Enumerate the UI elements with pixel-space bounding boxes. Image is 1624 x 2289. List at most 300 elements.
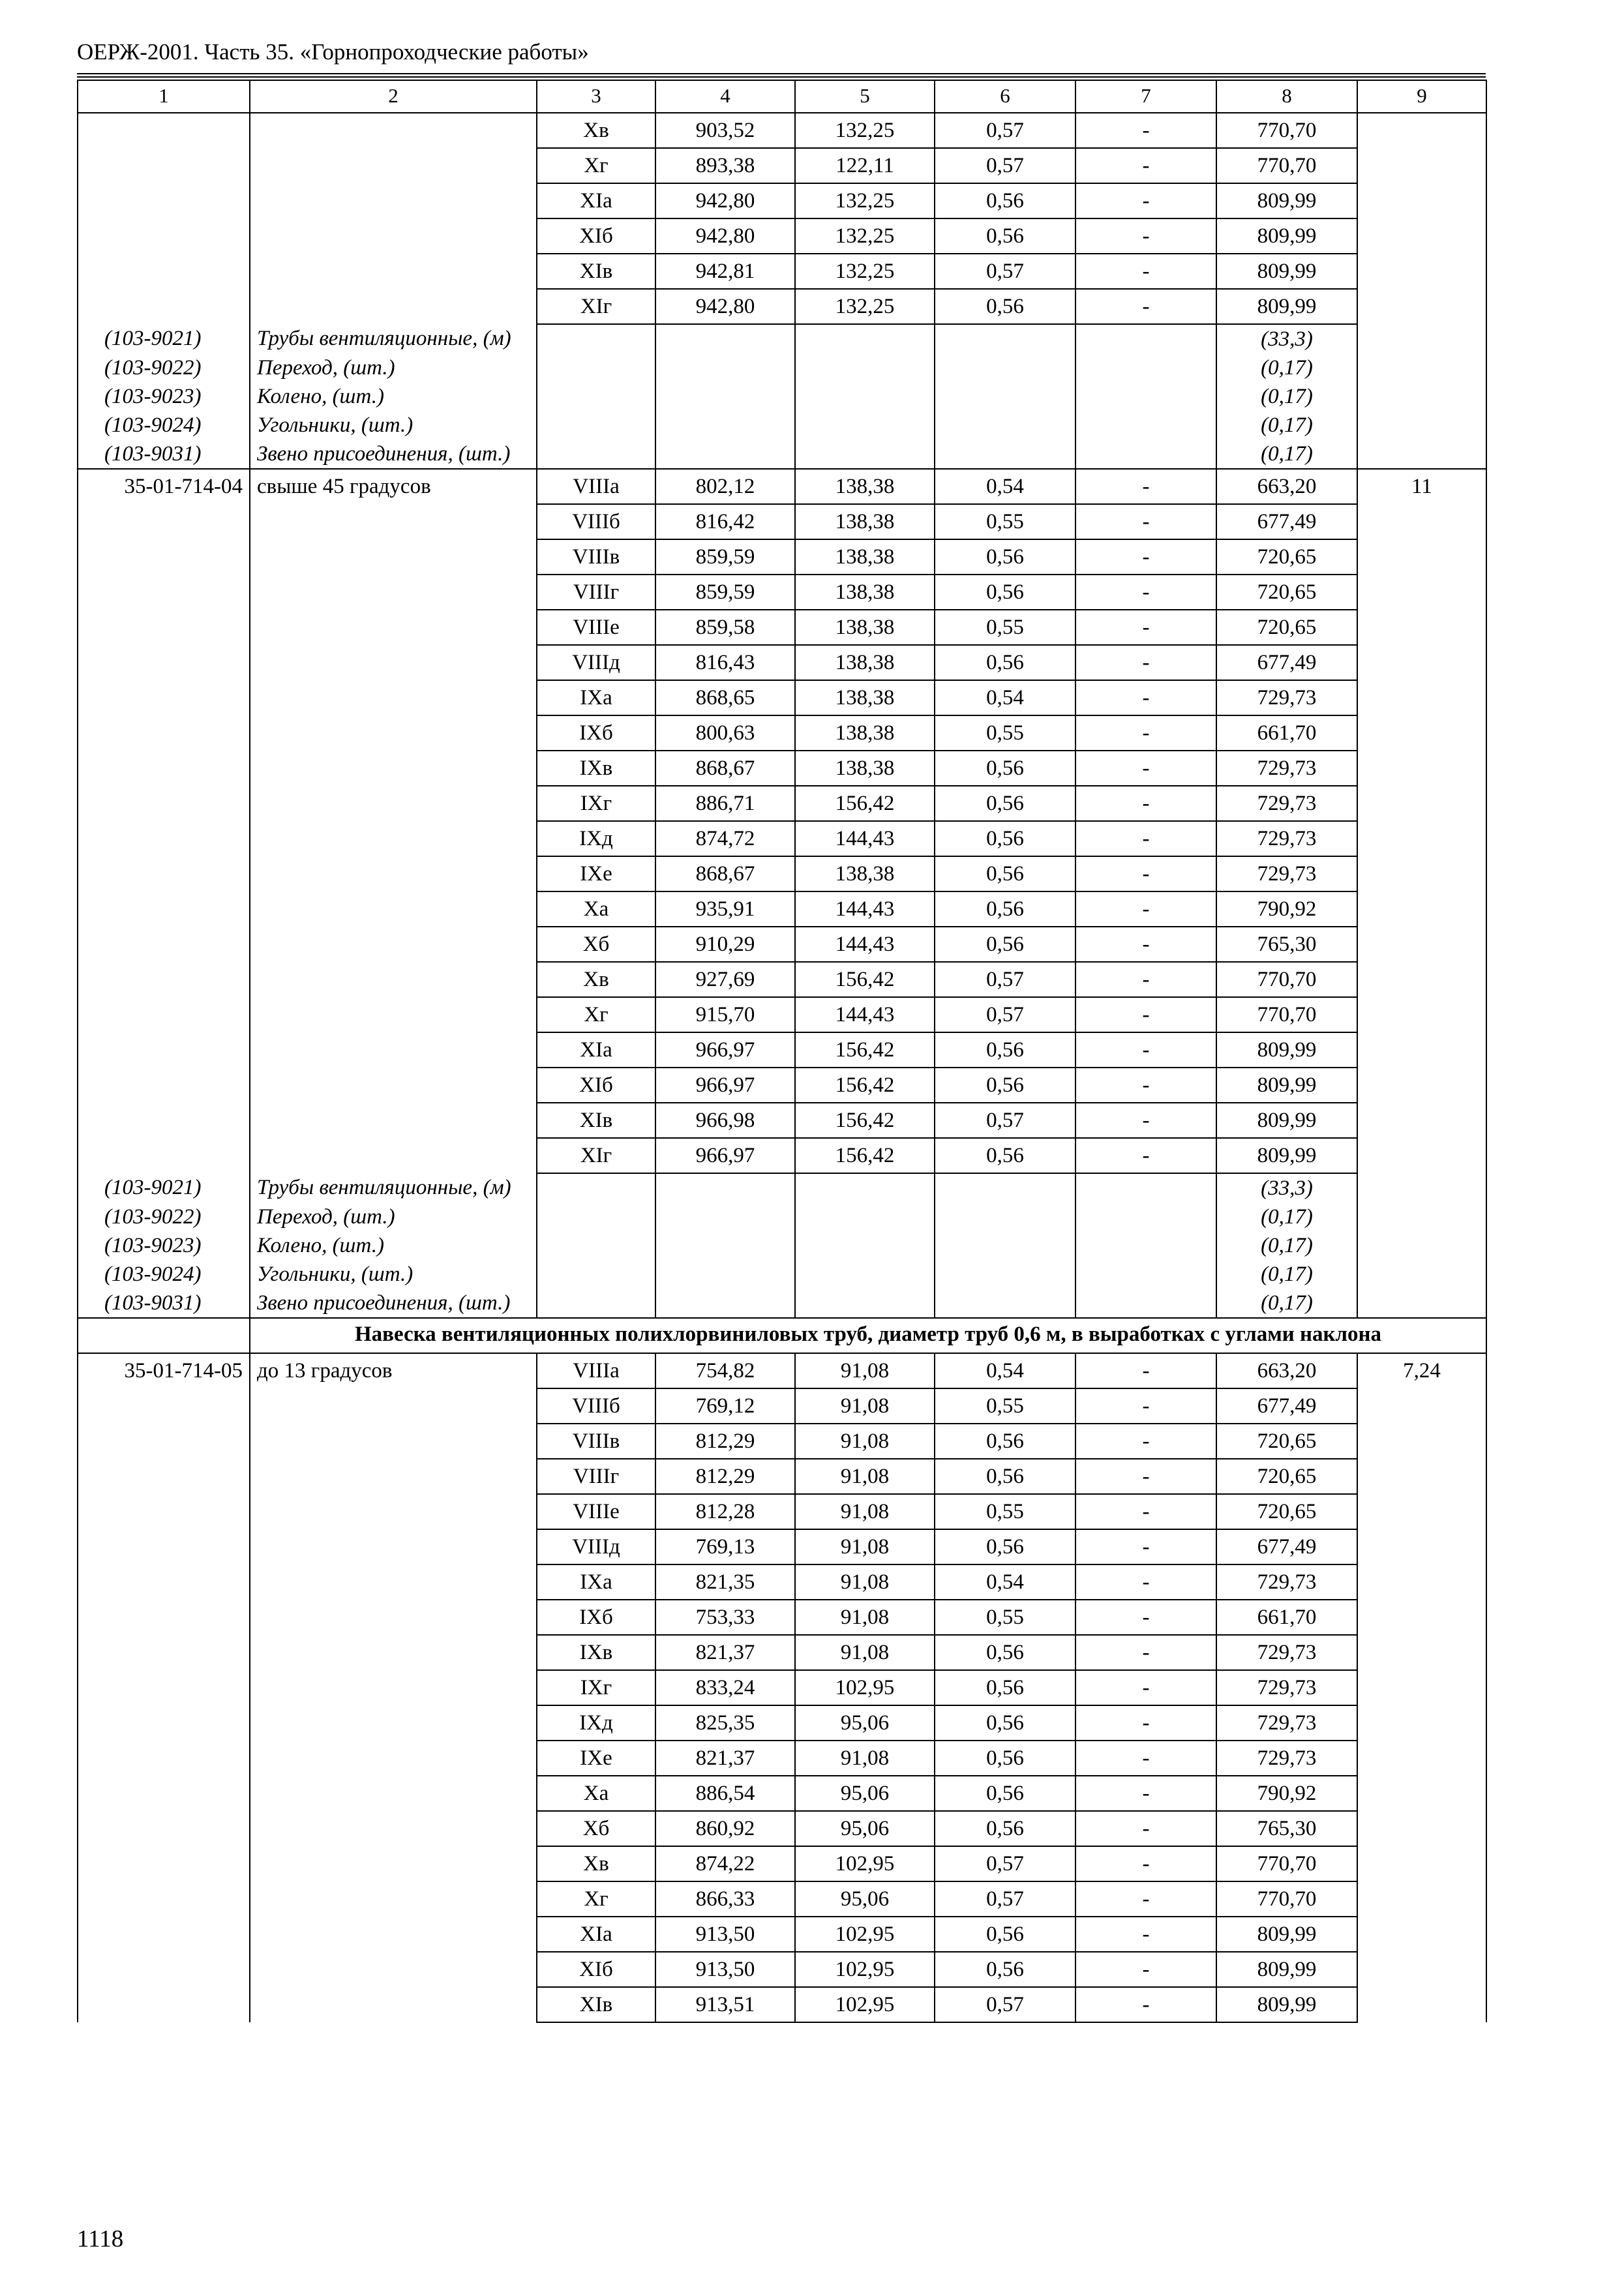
cell-col-5: 91,08 [795, 1494, 935, 1529]
cell-col-5: 102,95 [795, 1987, 935, 2022]
resource-empty-col-4 [655, 353, 795, 382]
cell-col-4: 942,80 [655, 289, 795, 324]
resource-empty-col-3 [537, 411, 655, 440]
cell-col-6: 0,57 [935, 254, 1075, 289]
cell-col-5: 95,06 [795, 1811, 935, 1846]
resource-empty-col-7 [1075, 353, 1216, 382]
cell-col-7: - [1075, 504, 1216, 539]
cell-col-5: 156,42 [795, 786, 935, 821]
resource-empty-col-6 [935, 1260, 1075, 1289]
resource-empty-col-6 [935, 1173, 1075, 1203]
cell-col-4: 942,80 [655, 183, 795, 218]
resource-name: Колено, (шт.) [250, 382, 537, 411]
cell-col-3: XIг [537, 1138, 655, 1173]
cell-col-8: 809,99 [1216, 183, 1357, 218]
cell-col-7: - [1075, 1103, 1216, 1138]
cell-col-4: 866,33 [655, 1881, 795, 1917]
cell-col-5: 156,42 [795, 1068, 935, 1103]
cell-col-5: 91,08 [795, 1635, 935, 1670]
resource-code: (103-9024) [78, 411, 250, 440]
cell-col-7: - [1075, 183, 1216, 218]
cell-col-8: 729,73 [1216, 1564, 1357, 1600]
cell-col-8: 720,65 [1216, 539, 1357, 575]
cell-col-5: 91,08 [795, 1529, 935, 1564]
cell-col-8: 770,70 [1216, 1846, 1357, 1881]
column-header: 4 [655, 80, 795, 113]
cell-col-5: 144,43 [795, 997, 935, 1032]
cell-col-6: 0,54 [935, 469, 1075, 504]
cell-col-5: 138,38 [795, 539, 935, 575]
resource-empty-col-7 [1075, 382, 1216, 411]
table-row [78, 113, 1486, 148]
cell-col-8: 809,99 [1216, 254, 1357, 289]
cell-col-3: VIIIв [537, 539, 655, 575]
cell-col-5: 138,38 [795, 504, 935, 539]
cell-col-5: 91,08 [795, 1388, 935, 1424]
cell-col-8: 720,65 [1216, 1424, 1357, 1459]
cell-col-8: 729,73 [1216, 680, 1357, 715]
resource-qty: (0,17) [1216, 1260, 1357, 1289]
cell-col-3: IХа [537, 680, 655, 715]
resource-empty-col-3 [537, 440, 655, 469]
cell-col-8: 809,99 [1216, 1987, 1357, 2022]
cell-col-7: - [1075, 962, 1216, 997]
resource-row [78, 1231, 1486, 1260]
cell-col-4: 769,12 [655, 1388, 795, 1424]
cell-col-8: 809,99 [1216, 1952, 1357, 1987]
norm-code: 35-01-714-05 [78, 1353, 250, 2022]
cell-col-8: 729,73 [1216, 1705, 1357, 1741]
cell-col-4: 812,29 [655, 1424, 795, 1459]
cell-col-4: 915,70 [655, 997, 795, 1032]
cell-col-3: Хг [537, 148, 655, 183]
cell-col-3: Ха [537, 1776, 655, 1811]
cell-col-5: 102,95 [795, 1952, 935, 1987]
cell-col-7: - [1075, 148, 1216, 183]
cell-col-6: 0,57 [935, 1987, 1075, 2022]
cell-col-8: 729,73 [1216, 1670, 1357, 1705]
resource-empty-col-6 [935, 324, 1075, 353]
resource-code: (103-9022) [78, 1203, 250, 1231]
resource-qty: (0,17) [1216, 1289, 1357, 1318]
cell-col-5: 91,08 [795, 1459, 935, 1494]
resource-name: Угольники, (шт.) [250, 411, 537, 440]
cell-col-4: 886,54 [655, 1776, 795, 1811]
cell-col-7: - [1075, 927, 1216, 962]
cell-col-5: 156,42 [795, 1103, 935, 1138]
cell-col-6: 0,56 [935, 1670, 1075, 1705]
cell-col-8: 809,99 [1216, 1068, 1357, 1103]
cell-col-6: 0,56 [935, 1032, 1075, 1068]
cell-col-3: VIIIд [537, 645, 655, 680]
cell-col-4: 868,67 [655, 856, 795, 891]
resource-empty-col-4 [655, 382, 795, 411]
resource-empty-col-6 [935, 353, 1075, 382]
resource-empty-col-3 [537, 382, 655, 411]
cell-col-3: VIIIа [537, 469, 655, 504]
resource-qty: (0,17) [1216, 382, 1357, 411]
norms-table [77, 80, 1487, 2023]
resource-empty-col-4 [655, 1173, 795, 1203]
cell-col-4: 942,80 [655, 218, 795, 254]
resource-name: Переход, (шт.) [250, 1203, 537, 1231]
cell-col-4: 821,37 [655, 1635, 795, 1670]
resource-empty-col-5 [795, 324, 935, 353]
cell-col-4: 859,59 [655, 539, 795, 575]
cell-col-4: 802,12 [655, 469, 795, 504]
resource-row [78, 411, 1486, 440]
cell-col-6: 0,56 [935, 1068, 1075, 1103]
cell-col-8: 770,70 [1216, 997, 1357, 1032]
resource-code: (103-9031) [78, 440, 250, 469]
resource-empty-col-3 [537, 1231, 655, 1260]
cell-col-3: IХд [537, 1705, 655, 1741]
cell-col-4: 903,52 [655, 113, 795, 148]
cell-col-5: 138,38 [795, 575, 935, 610]
cell-col-4: 821,37 [655, 1741, 795, 1776]
resource-qty: (33,3) [1216, 324, 1357, 353]
cell-col-5: 156,42 [795, 1032, 935, 1068]
cell-col-3: VIIIг [537, 575, 655, 610]
resource-empty-col-5 [795, 1173, 935, 1203]
cell-col-8: 677,49 [1216, 1388, 1357, 1424]
resource-empty-col-7 [1075, 1260, 1216, 1289]
cell-col-4: 893,38 [655, 148, 795, 183]
resource-empty-col-4 [655, 324, 795, 353]
cell-col-3: VIIIв [537, 1424, 655, 1459]
cell-col-8: 809,99 [1216, 1138, 1357, 1173]
cell-col-7: - [1075, 645, 1216, 680]
cell-col-8: 729,73 [1216, 786, 1357, 821]
cell-col-3: IХе [537, 1741, 655, 1776]
cell-col-5: 138,38 [795, 856, 935, 891]
cell-col-3: Хб [537, 927, 655, 962]
section-heading-row [78, 1318, 1486, 1353]
cell-col-8: 770,70 [1216, 113, 1357, 148]
cell-col-7: - [1075, 1529, 1216, 1564]
resource-qty: (0,17) [1216, 1203, 1357, 1231]
cell-col-3: IХг [537, 786, 655, 821]
cell-col-4: 966,98 [655, 1103, 795, 1138]
column-number-row [78, 80, 1486, 113]
cell-col-3: IХа [537, 1564, 655, 1600]
cell-col-7: - [1075, 1032, 1216, 1068]
cell-col-8: 729,73 [1216, 856, 1357, 891]
cell-col-3: VIIIб [537, 1388, 655, 1424]
cell-col-4: 821,35 [655, 1564, 795, 1600]
cell-col-5: 95,06 [795, 1705, 935, 1741]
cell-col-7: - [1075, 1600, 1216, 1635]
cell-col-7: - [1075, 113, 1216, 148]
norm-code: 35-01-714-04 [78, 469, 250, 1173]
cell-col-5: 95,06 [795, 1776, 935, 1811]
cell-col-6: 0,56 [935, 821, 1075, 856]
cell-col-6: 0,57 [935, 1881, 1075, 1917]
cell-col-3: XIа [537, 183, 655, 218]
cell-col-6: 0,54 [935, 1353, 1075, 1388]
cell-col-7: - [1075, 1459, 1216, 1494]
cell-col-6: 0,57 [935, 997, 1075, 1032]
cell-col-7: - [1075, 891, 1216, 927]
cell-col-4: 886,71 [655, 786, 795, 821]
cell-col-3: Ха [537, 891, 655, 927]
cell-col-4: 859,59 [655, 575, 795, 610]
resource-empty-col-5 [795, 1289, 935, 1318]
cell-col-3: VIIIд [537, 1529, 655, 1564]
cell-col-4: 825,35 [655, 1705, 795, 1741]
column-header: 1 [78, 80, 250, 113]
cell-col-5: 95,06 [795, 1881, 935, 1917]
cell-col-7: - [1075, 1811, 1216, 1846]
cell-col-6: 0,56 [935, 1811, 1075, 1846]
cell-col-3: Хв [537, 962, 655, 997]
cell-col-3: IХд [537, 821, 655, 856]
cell-col-3: VIIIг [537, 1459, 655, 1494]
cell-col-6: 0,55 [935, 1388, 1075, 1424]
cell-col-6: 0,56 [935, 1776, 1075, 1811]
cell-col-8: 720,65 [1216, 1459, 1357, 1494]
resource-name: Переход, (шт.) [250, 353, 537, 382]
resource-code: (103-9021) [78, 324, 250, 353]
cell-col-6: 0,56 [935, 289, 1075, 324]
cell-col-8: 729,73 [1216, 1741, 1357, 1776]
resource-empty-col-3 [537, 1173, 655, 1203]
cell-col-7: - [1075, 715, 1216, 751]
cell-col-8: 729,73 [1216, 1635, 1357, 1670]
col9-value: 7,24 [1357, 1353, 1486, 2022]
cell-col-6: 0,55 [935, 1600, 1075, 1635]
cell-col-7: - [1075, 786, 1216, 821]
cell-col-3: Хв [537, 1846, 655, 1881]
cell-col-4: 913,51 [655, 1987, 795, 2022]
cell-col-8: 663,20 [1216, 469, 1357, 504]
column-header: 3 [537, 80, 655, 113]
cell-col-6: 0,56 [935, 1952, 1075, 1987]
col9-value: 11 [1357, 469, 1486, 1318]
cell-col-6: 0,57 [935, 1103, 1075, 1138]
resource-name: Угольники, (шт.) [250, 1260, 537, 1289]
resource-empty-col-7 [1075, 1231, 1216, 1260]
cell-col-4: 927,69 [655, 962, 795, 997]
header-rule-double [77, 76, 1486, 78]
norm-name [250, 113, 537, 324]
resource-empty-col-5 [795, 411, 935, 440]
cell-col-5: 138,38 [795, 469, 935, 504]
cell-col-6: 0,54 [935, 680, 1075, 715]
cell-col-3: XIв [537, 254, 655, 289]
norm-name: до 13 градусов [250, 1353, 537, 2022]
cell-col-6: 0,56 [935, 218, 1075, 254]
resource-row [78, 353, 1486, 382]
resource-empty-col-6 [935, 1203, 1075, 1231]
cell-col-7: - [1075, 821, 1216, 856]
cell-col-4: 874,22 [655, 1846, 795, 1881]
cell-col-4: 800,63 [655, 715, 795, 751]
cell-col-3: VIIIа [537, 1353, 655, 1388]
cell-col-3: IХб [537, 715, 655, 751]
col9-value [1357, 113, 1486, 469]
cell-col-3: Хб [537, 1811, 655, 1846]
cell-col-4: 910,29 [655, 927, 795, 962]
resource-code: (103-9024) [78, 1260, 250, 1289]
cell-col-3: IХв [537, 751, 655, 786]
resource-code: (103-9031) [78, 1289, 250, 1318]
cell-col-4: 859,58 [655, 610, 795, 645]
cell-col-8: 770,70 [1216, 148, 1357, 183]
cell-col-7: - [1075, 1952, 1216, 1987]
resource-empty-col-6 [935, 411, 1075, 440]
resource-empty-col-4 [655, 1260, 795, 1289]
column-header: 9 [1357, 80, 1486, 113]
cell-col-8: 809,99 [1216, 218, 1357, 254]
cell-col-6: 0,56 [935, 645, 1075, 680]
cell-col-7: - [1075, 1987, 1216, 2022]
header-rule [77, 73, 1486, 74]
resource-empty-col-7 [1075, 1289, 1216, 1318]
cell-col-7: - [1075, 610, 1216, 645]
resource-empty-col-7 [1075, 324, 1216, 353]
cell-col-5: 132,25 [795, 254, 935, 289]
cell-col-6: 0,57 [935, 148, 1075, 183]
cell-col-6: 0,55 [935, 715, 1075, 751]
cell-col-8: 677,49 [1216, 1529, 1357, 1564]
cell-col-6: 0,56 [935, 1917, 1075, 1952]
resource-empty-col-5 [795, 440, 935, 469]
resource-empty-col-6 [935, 1289, 1075, 1318]
page-number: 1118 [77, 2226, 124, 2252]
cell-col-7: - [1075, 1741, 1216, 1776]
cell-col-6: 0,57 [935, 113, 1075, 148]
cell-col-3: IХг [537, 1670, 655, 1705]
cell-col-8: 770,70 [1216, 962, 1357, 997]
resource-empty-col-4 [655, 1289, 795, 1318]
cell-col-6: 0,56 [935, 786, 1075, 821]
cell-col-6: 0,56 [935, 1741, 1075, 1776]
cell-col-4: 966,97 [655, 1138, 795, 1173]
resource-empty-col-5 [795, 1260, 935, 1289]
cell-col-6: 0,56 [935, 927, 1075, 962]
cell-col-7: - [1075, 1068, 1216, 1103]
cell-col-7: - [1075, 469, 1216, 504]
column-header: 5 [795, 80, 935, 113]
cell-col-3: VIIIе [537, 610, 655, 645]
cell-col-6: 0,56 [935, 856, 1075, 891]
resource-qty: (33,3) [1216, 1173, 1357, 1203]
resource-row [78, 1203, 1486, 1231]
resource-code: (103-9023) [78, 1231, 250, 1260]
cell-col-3: XIв [537, 1987, 655, 2022]
cell-col-5: 132,25 [795, 113, 935, 148]
resource-empty-col-4 [655, 1203, 795, 1231]
cell-col-7: - [1075, 539, 1216, 575]
column-header: 7 [1075, 80, 1216, 113]
cell-col-4: 833,24 [655, 1670, 795, 1705]
cell-col-6: 0,56 [935, 1138, 1075, 1173]
cell-col-5: 91,08 [795, 1353, 935, 1388]
resource-row [78, 1289, 1486, 1318]
cell-col-3: XIб [537, 218, 655, 254]
column-header: 8 [1216, 80, 1357, 113]
resource-name: Трубы вентиляционные, (м) [250, 1173, 537, 1203]
cell-col-6: 0,57 [935, 1846, 1075, 1881]
cell-col-4: 816,43 [655, 645, 795, 680]
cell-col-8: 720,65 [1216, 610, 1357, 645]
cell-col-5: 91,08 [795, 1741, 935, 1776]
cell-col-3: XIг [537, 289, 655, 324]
cell-col-4: 966,97 [655, 1032, 795, 1068]
cell-col-3: Хг [537, 1881, 655, 1917]
cell-col-4: 966,97 [655, 1068, 795, 1103]
cell-col-7: - [1075, 1353, 1216, 1388]
cell-col-5: 156,42 [795, 962, 935, 997]
resource-empty-col-6 [935, 1231, 1075, 1260]
cell-col-7: - [1075, 1776, 1216, 1811]
cell-col-7: - [1075, 1705, 1216, 1741]
column-header: 6 [935, 80, 1075, 113]
cell-col-5: 138,38 [795, 680, 935, 715]
cell-col-8: 809,99 [1216, 1917, 1357, 1952]
cell-col-5: 132,25 [795, 183, 935, 218]
cell-col-5: 132,25 [795, 289, 935, 324]
cell-col-5: 138,38 [795, 751, 935, 786]
cell-col-8: 729,73 [1216, 821, 1357, 856]
cell-col-8: 661,70 [1216, 1600, 1357, 1635]
cell-col-8: 720,65 [1216, 575, 1357, 610]
cell-col-3: VIIIе [537, 1494, 655, 1529]
cell-col-5: 144,43 [795, 821, 935, 856]
cell-col-6: 0,55 [935, 1494, 1075, 1529]
cell-col-4: 812,28 [655, 1494, 795, 1529]
cell-col-7: - [1075, 1388, 1216, 1424]
resource-empty-col-7 [1075, 1203, 1216, 1231]
cell-col-6: 0,56 [935, 183, 1075, 218]
cell-col-5: 102,95 [795, 1670, 935, 1705]
cell-col-5: 144,43 [795, 927, 935, 962]
cell-col-8: 677,49 [1216, 645, 1357, 680]
cell-col-8: 790,92 [1216, 891, 1357, 927]
cell-col-7: - [1075, 1881, 1216, 1917]
resource-row [78, 324, 1486, 353]
resource-row [78, 1173, 1486, 1203]
page-header: ОЕРЖ-2001. Часть 35. «Горнопроходческие работы» [77, 39, 589, 65]
cell-col-7: - [1075, 1138, 1216, 1173]
cell-col-4: 769,13 [655, 1529, 795, 1564]
cell-col-3: Хв [537, 113, 655, 148]
cell-col-8: 663,20 [1216, 1353, 1357, 1388]
resource-empty-col-7 [1075, 1173, 1216, 1203]
cell-col-4: 868,67 [655, 751, 795, 786]
cell-col-5: 91,08 [795, 1600, 935, 1635]
cell-col-5: 91,08 [795, 1564, 935, 1600]
norm-name: свыше 45 градусов [250, 469, 537, 1173]
cell-col-3: Хг [537, 997, 655, 1032]
cell-col-4: 935,91 [655, 891, 795, 927]
cell-col-5: 138,38 [795, 715, 935, 751]
cell-col-7: - [1075, 1670, 1216, 1705]
resource-qty: (0,17) [1216, 353, 1357, 382]
cell-col-8: 770,70 [1216, 1881, 1357, 1917]
cell-col-6: 0,57 [935, 962, 1075, 997]
cell-col-5: 156,42 [795, 1138, 935, 1173]
resource-empty-col-6 [935, 440, 1075, 469]
cell-col-5: 138,38 [795, 645, 935, 680]
cell-col-7: - [1075, 254, 1216, 289]
resource-row [78, 1260, 1486, 1289]
cell-col-6: 0,55 [935, 504, 1075, 539]
cell-col-6: 0,56 [935, 1635, 1075, 1670]
cell-col-5: 91,08 [795, 1424, 935, 1459]
cell-col-8: 765,30 [1216, 927, 1357, 962]
